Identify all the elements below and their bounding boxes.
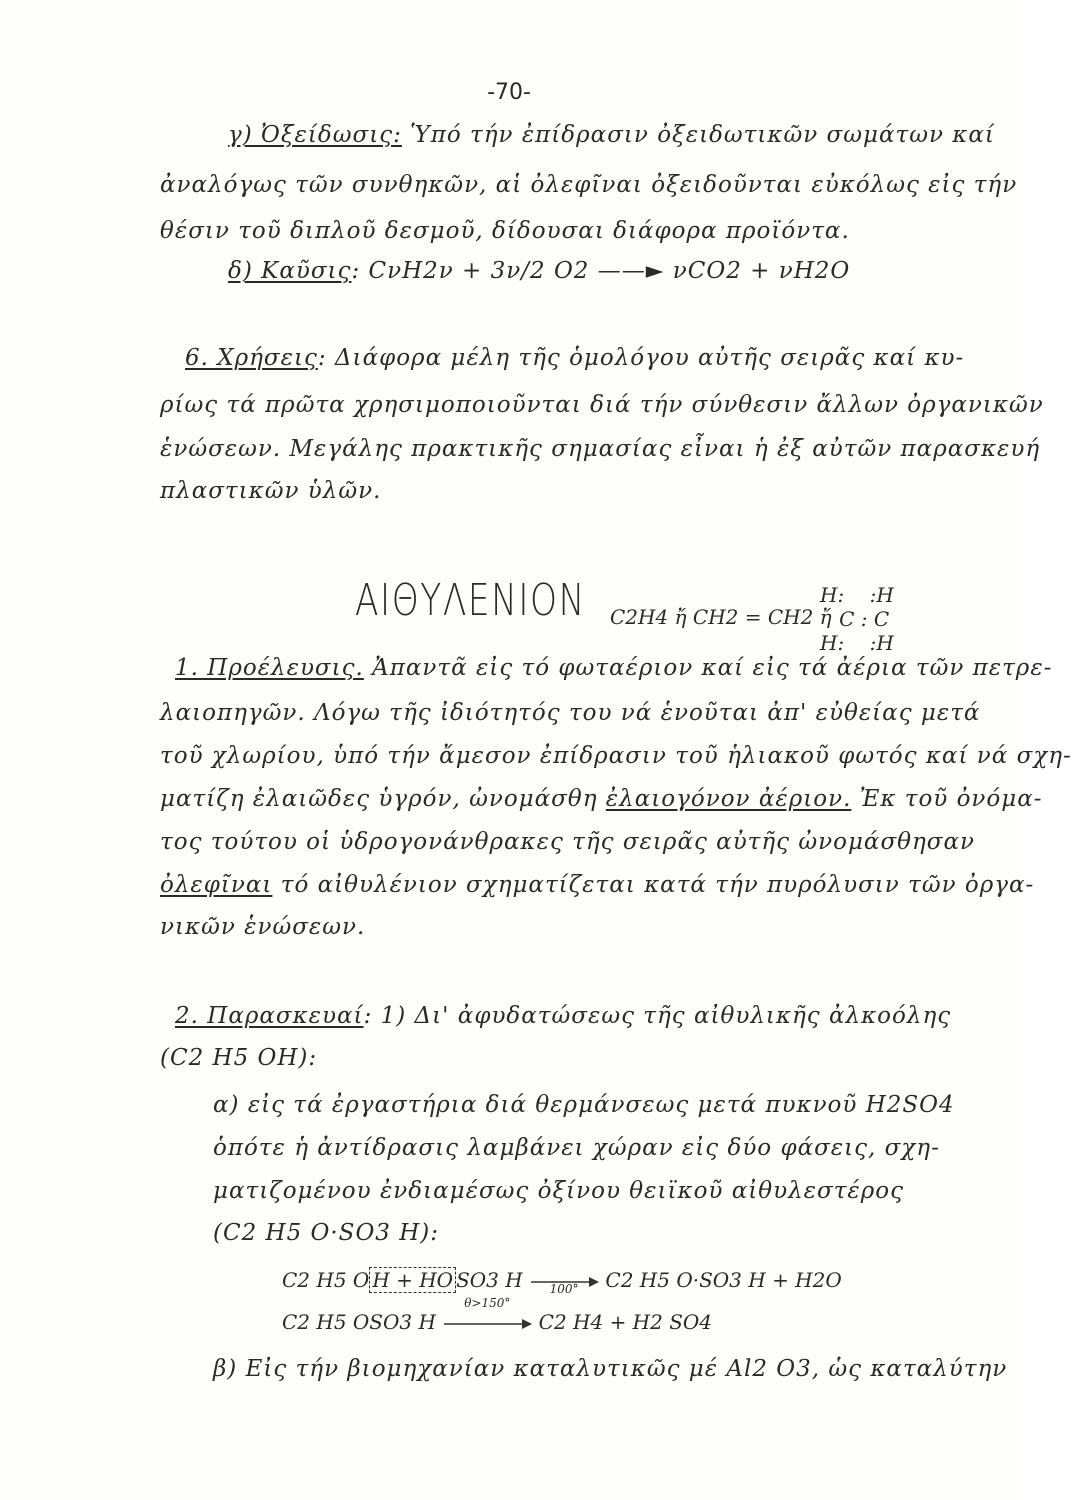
text-line: 1. Προέλευσις. Ἀπαντᾶ εἰς τό φωταέριον καί εἰς τά ἀέρια τῶν πετρε- <box>175 655 1053 681</box>
text-line: ματιζομένου ἐνδιαμέσως ὀξίνου θειϊκοῦ αἰθυλεστέρος <box>213 1178 905 1204</box>
text-line: τος τούτου οἱ ὑδρογονάνθρακες τῆς σειρᾶς αὐτῆς ὠνομάσθησαν <box>160 829 975 855</box>
text-line: θέσιν τοῦ διπλοῦ δεσμοῦ, δίδουσαι διάφορα προϊόντα. <box>160 218 850 244</box>
text-line: πλαστικῶν ὑλῶν. <box>160 478 382 504</box>
text-line: 6. Χρήσεις: Διάφορα μέλη τῆς ὁμολόγου αὐτῆς σειρᾶς καί κυ- <box>185 345 965 371</box>
text-line: τοῦ χλωρίου, ὑπό τήν ἄμεσον ἐπίδρασιν τοῦ ἡλιακοῦ φωτός καί νά σχη- <box>160 743 1072 769</box>
text-line: ρίως τά πρῶτα χρησιμοποιοῦνται διά τήν σύνθεσιν ἄλλων ὀργανικῶν <box>160 392 1044 418</box>
section-heading: ΑΙΘΥΛΕΝΙΟΝ <box>355 575 586 626</box>
electron-dot-formula: H: :H C : C H: :H <box>820 583 894 655</box>
heading-formula: C2H4 ἤ CH2 = CH2 ἤ <box>610 605 832 629</box>
text-line: 2. Παρασκευαί: 1) Δι' ἀφυδατώσεως τῆς αἰθυλικῆς ἀλκοόλης <box>175 1003 952 1029</box>
text-line: α) εἰς τά ἐργαστήρια διά θερμάνσεως μετά πυκνοῦ H2SO4 <box>213 1092 955 1118</box>
text-line: ὁπότε ἡ ἀντίδρασις λαμβάνει χώραν εἰς δύο φάσεις, σχη- <box>213 1135 940 1161</box>
reaction-equation-2: C2 H5 OSO3 H θ>150° C2 H4 + H2 SO4 <box>282 1296 713 1334</box>
text-line: ματίζη ἐλαιῶδες ὑγρόν, ὠνομάσθη ἐλαιογόνον ἀέριον. Ἐκ τοῦ ὀνόμα- <box>160 786 1043 812</box>
text-line: ἀναλόγως τῶν συνθηκῶν, αἱ ὀλεφῖναι ὀξειδοῦνται εὐκόλως εἰς τήν <box>160 172 1018 198</box>
text-line: ὀλεφῖναι τό αἰθυλένιον σχηματίζεται κατά τήν πυρόλυσιν τῶν ὀργα- <box>160 872 1035 898</box>
reaction-equation-1: C2 H5 O H + HO SO3 H 100° C2 H5 O·SO3 H + H2O <box>282 1268 842 1296</box>
combustion-line: δ) Καῦσις: CνH2ν + 3ν/2 O2 ——► νCO2 + νH2O <box>228 258 851 284</box>
text-line: (C2 H5 OH): <box>160 1045 318 1071</box>
text-line: νικῶν ἑνώσεων. <box>160 914 366 940</box>
text-line: ἑνώσεων. Μεγάλης πρακτικῆς σημασίας εἶναι ἡ ἐξ αὐτῶν παρασκευή <box>160 436 1041 462</box>
text-line: λαιοπηγῶν. Λόγω τῆς ἰδιότητός του νά ἑνοῦται ἀπ' εὐθείας μετά <box>160 700 981 726</box>
text-line: β) Εἰς τήν βιομηχανίαν καταλυτικῶς μέ Al2 O3, ὡς καταλύτην <box>213 1356 1008 1382</box>
text-line: (C2 H5 O·SO3 H): <box>213 1220 440 1246</box>
reaction-arrow <box>442 1317 532 1331</box>
text-line: γ) Ὀξείδωσις: Ὑπό τήν ἐπίδρασιν ὀξειδωτικῶν σωμάτων καί <box>228 122 995 148</box>
page-number: -70- <box>487 80 531 105</box>
